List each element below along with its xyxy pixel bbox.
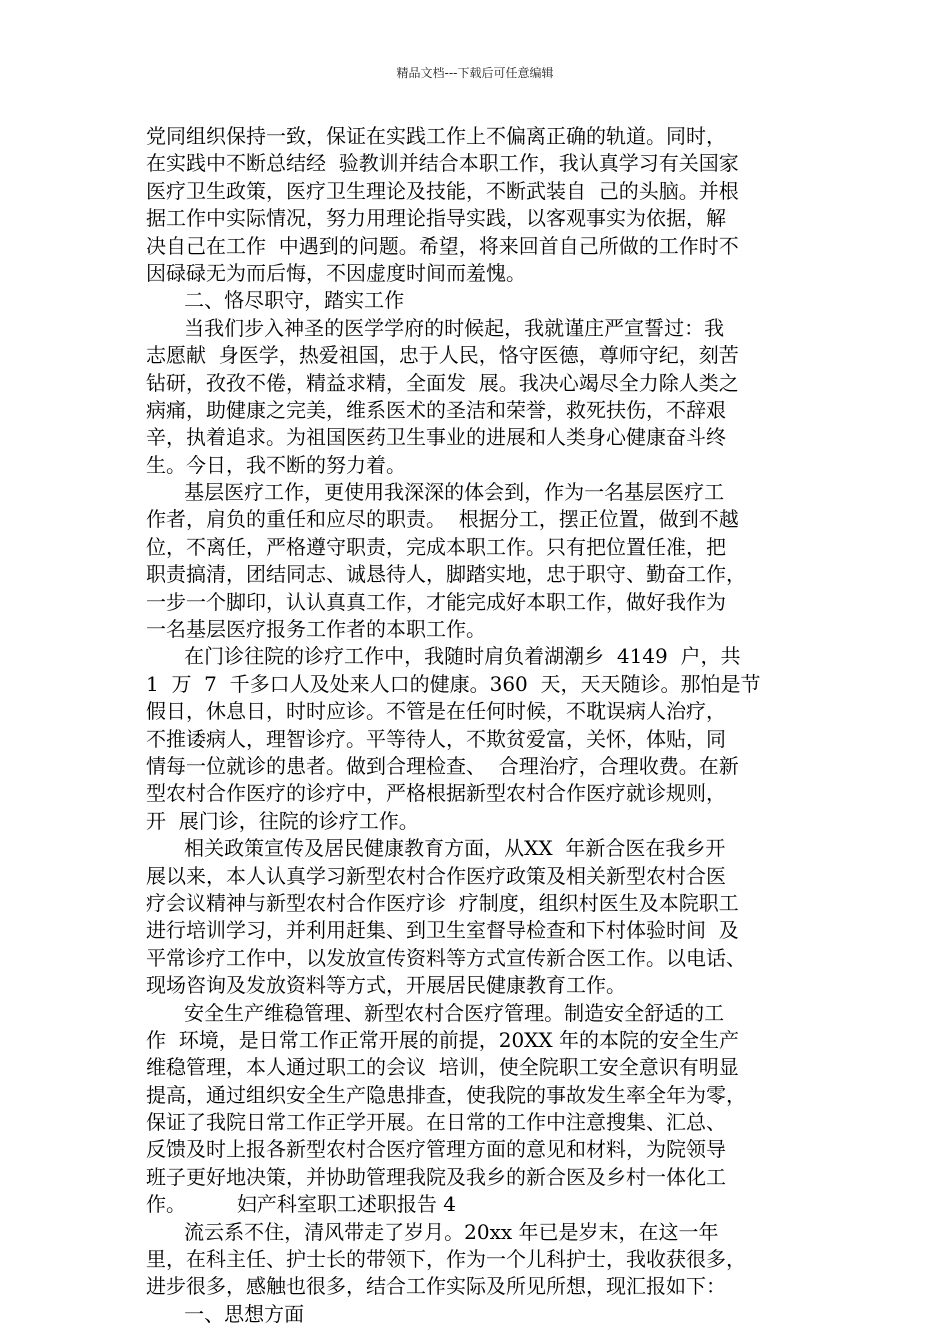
section-heading: 一、思想方面 (146, 1301, 305, 1326)
text-line: 作者，肩负的重任和应尽的职责。 根据分工，摆正位置，做到不越 (146, 507, 739, 532)
text-line: 一名基层医疗报务工作者的本职工作。 (146, 617, 486, 642)
text-line: 党同组织保持一致，保证在实践工作上不偏离正确的轨道。同时， (146, 124, 726, 148)
text-line: 作 环境，是日常工作正常开展的前提，20XX 年的本院的安全生产 (146, 1027, 739, 1052)
text-line: 维稳管理，本人通过职工的会议 培训，使全院职工安全意识有明显 (146, 1055, 739, 1080)
text-line: 据工作中实际情况，努力用理论指导实践，以客观事实为依据，解 (146, 206, 726, 231)
text-line: 流云系不住，清风带走了岁月。20xx 年已是岁末，在这一年 (146, 1219, 719, 1244)
text-line: 位，不离任，严格遵守职责，完成本职工作。只有把位置任准，把 (146, 534, 726, 559)
text-line: 辛，执着追求。为祖国医药卫生事业的进展和人类身心健康奋斗终 (146, 425, 726, 450)
text-line: 钻研，孜孜不倦，精益求精，全面发 展。我决心竭尽全力除人类之 (146, 370, 739, 395)
text-line: 病痛，助健康之完美，维系医术的圣洁和荣誉，救死扶伤，不辞艰 (146, 397, 726, 422)
text-line: 情每一位就诊的患者。做到合理检查、 合理治疗，合理收费。在新 (146, 753, 739, 778)
text-line: 进行培训学习，并利用赶集、到卫生室督导检查和下村体验时间 及 (146, 918, 739, 943)
text-line: 进步很多，感触也很多，结合工作实际及所见所想，现汇报如下： (146, 1274, 726, 1299)
text-line: 提高，通过组织安全生产隐患排查，使我院的事故发生率全年为零， (146, 1082, 746, 1107)
text-line: 决自己在工作 中遇到的问题。希望，将来回首自己所做的工作时不 (146, 233, 739, 258)
document-body (146, 123, 806, 1328)
text-line: 医疗卫生政策，医疗卫生理论及技能，不断武装自 己的头脑。并根 (146, 178, 739, 203)
page-header: 精品文档---下载后可任意编辑 (396, 66, 554, 80)
text-line: 假日，休息日，时时应诊。不管是在任何时候，不耽误病人治疗， (146, 699, 726, 724)
report-title-line: 作。 妇产科室职工述职报告 4 (146, 1192, 456, 1217)
text-line: 生。今日，我不断的努力着。 (146, 452, 406, 477)
text-line: 型农村合作医疗的诊疗中，严格根据新型农村合作医疗就诊规则， (146, 781, 726, 806)
text-line: 安全生产维稳管理、新型农村合医疗管理。制造安全舒适的工 (146, 1000, 725, 1025)
text-line: 在实践中不断总结经 验教训并结合本职工作，我认真学习有关国家 (146, 151, 739, 176)
text-line: 反馈及时上报各新型农村合医疗管理方面的意见和材料，为院领导 (146, 1137, 726, 1162)
text-line: 相关政策宣传及居民健康教育方面，从XX 年新合医在我乡开 (146, 836, 726, 861)
text-line: 志愿献 身医学，热爱祖国，忠于人民，恪守医德，尊师守纪，刻苦 (146, 343, 739, 368)
text-line: 展以来，本人认真学习新型农村合作医疗政策及相关新型农村合医 (146, 863, 726, 888)
text-line: 当我们步入神圣的医学学府的时候起，我就谨庄严宣誓过：我 (146, 315, 725, 340)
text-line: 1 万 7 千多口人及处来人口的健康。360 天，天天随诊。那怕是节 (146, 671, 761, 696)
text-line: 一步一个脚印，认认真真工作，才能完成好本职工作，做好我作为 (146, 589, 726, 614)
text-line: 疗会议精神与新型农村合作医疗诊 疗制度，组织村医生及本院职工 (146, 890, 739, 915)
text-line: 班子更好地决策，并协助管理我院及我乡的新合医及乡村一体化工 (146, 1164, 726, 1189)
text-line: 因碌碌无为而后悔，不因虚度时间而羞愧。 (146, 260, 526, 285)
section-heading: 二、恪尽职守，踏实工作 (146, 288, 405, 313)
text-line: 职责搞清，团结同志、诚恳待人，脚踏实地，忠于职守、勤奋工作， (146, 562, 746, 587)
text-line: 不推诿病人，理智诊疗。平等待人，不欺贫爱富，关怀，体贴，同 (146, 726, 726, 751)
text-line: 平常诊疗工作中，以发放宣传资料等方式宣传新合医工作。以电话、 (146, 945, 746, 970)
text-line: 现场咨询及发放资料等方式，开展居民健康教育工作。 (146, 973, 626, 998)
text-line: 在门诊往院的诊疗工作中，我随时肩负着湖潮乡 4149 户，共 (146, 644, 741, 669)
text-line: 里，在科主任、护士长的带领下，作为一个儿科护士，我收获很多， (146, 1247, 746, 1272)
text-line: 保证了我院日常工作正学开展。在日常的工作中注意搜集、汇总、 (146, 1110, 726, 1135)
text-line: 基层医疗工作，更使用我深深的体会到，作为一名基层医疗工 (146, 480, 725, 505)
text-line: 开 展门诊，往院的诊疗工作。 (146, 808, 419, 833)
